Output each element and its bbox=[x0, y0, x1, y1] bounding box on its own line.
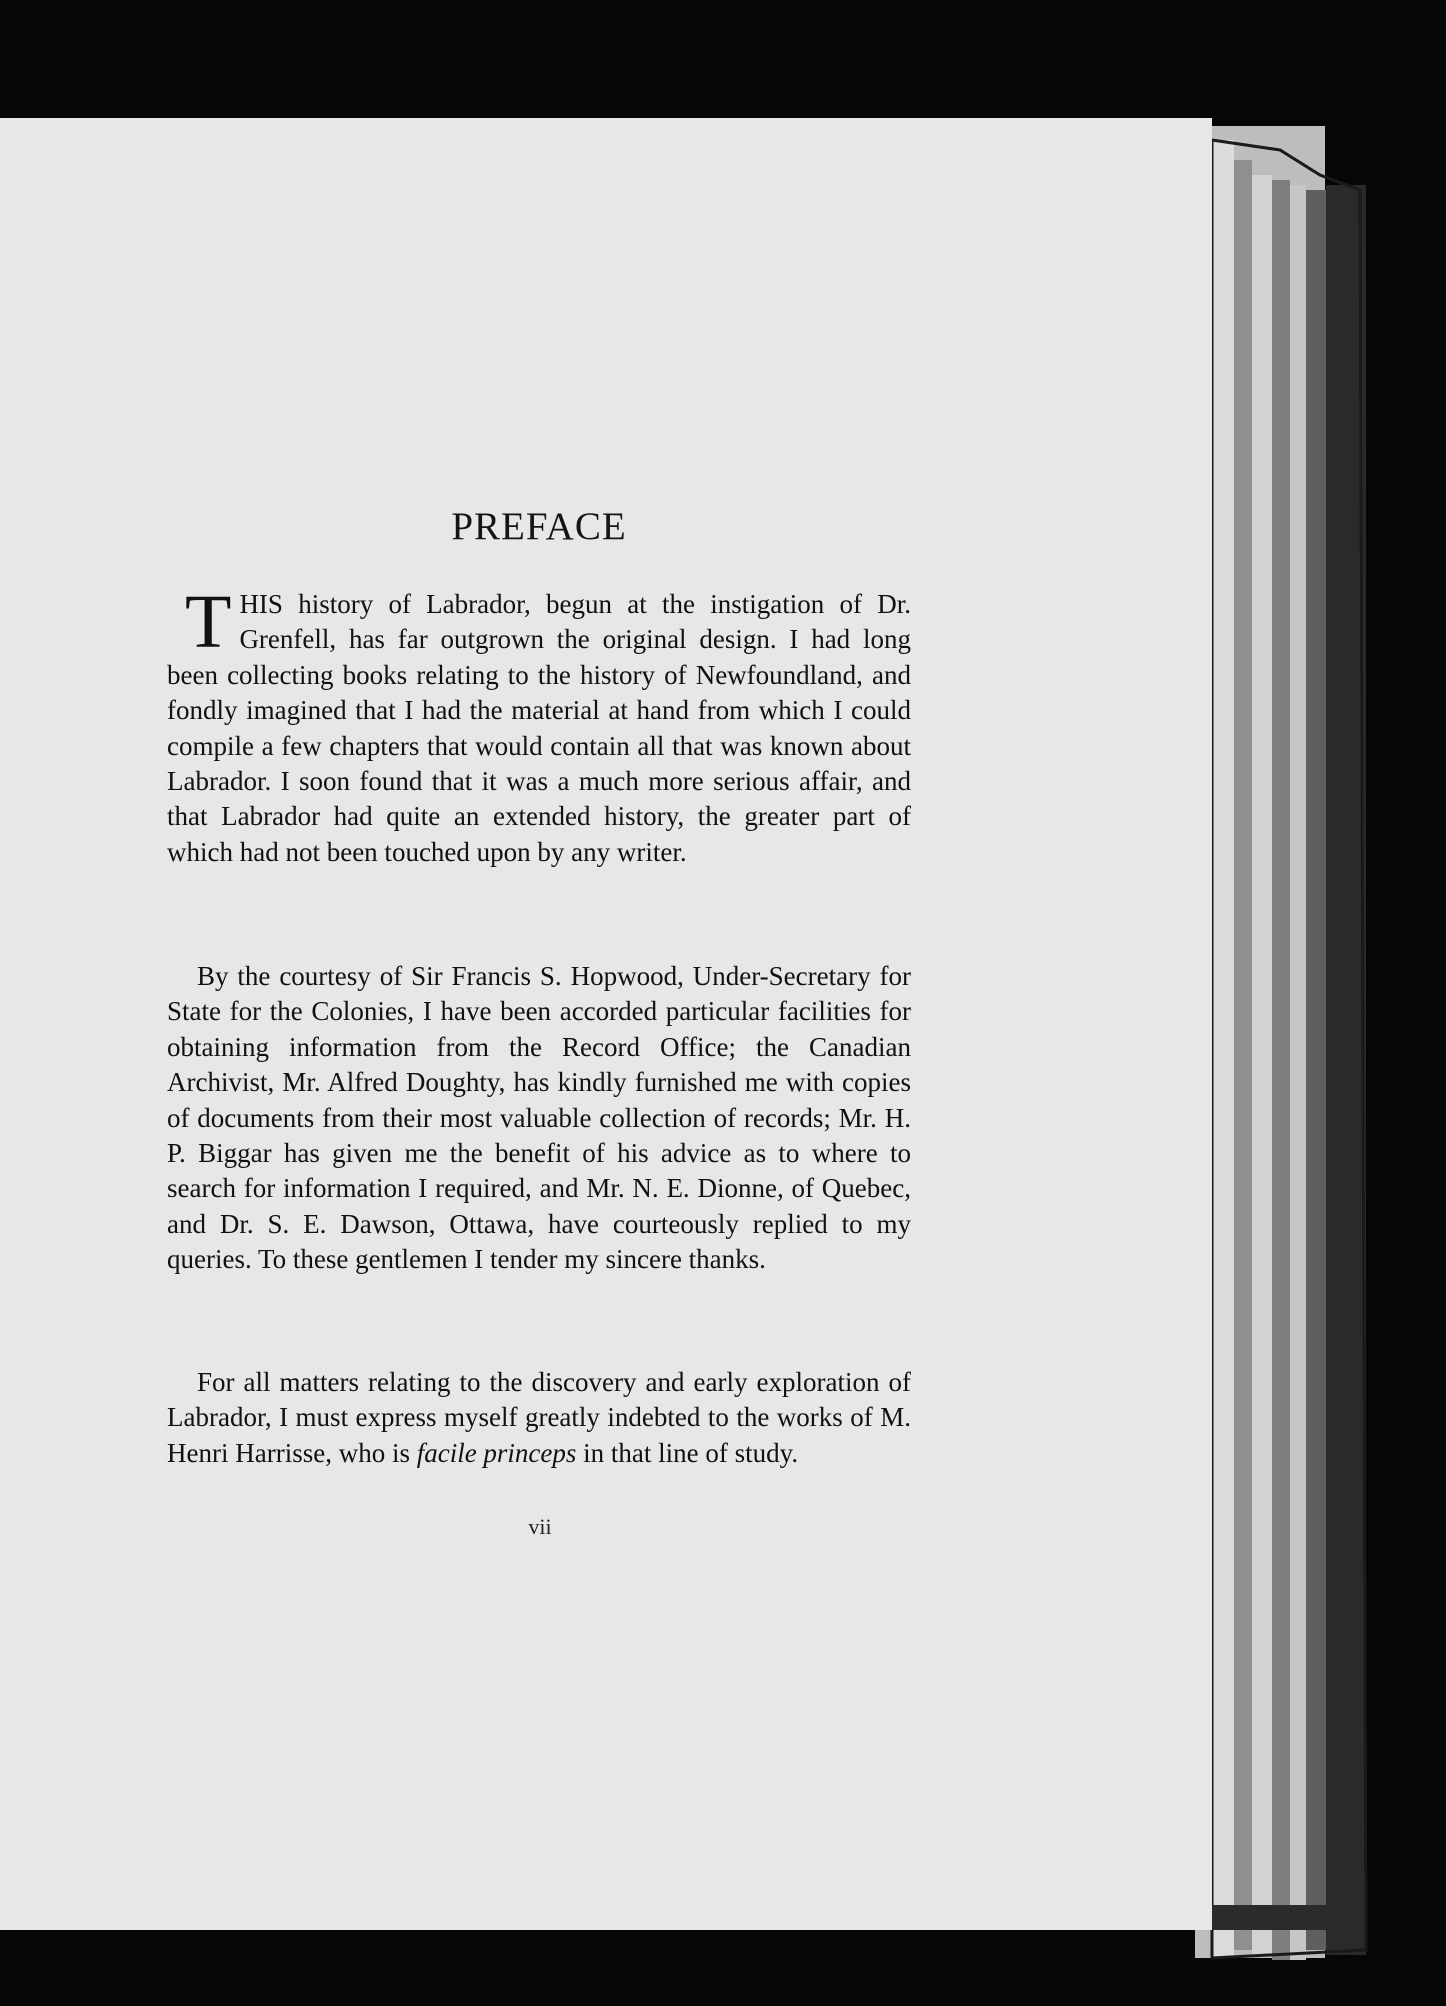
book-fore-edge bbox=[1195, 126, 1366, 1960]
paragraph-3-text-start: For all matters relating to the discovery and early exploration of Labrador, I must express myself greatly indebted to the works of M. Henri Harrisse, who is bbox=[167, 1367, 911, 1468]
paragraph-1-text: HIS history of Labrador, begun at the instigation of Dr. Grenfell, has far outgrown the original design. I had long been collecting books relating to the history of Newfoundland, and fondly imagined that I had the material at hand from which I could compile a few chapters that would contain all that was known about Labrador. I soon found that it was a much more serious affair, and that Labrador had quite an extended history, the greater part of which had not been touched upon by any writer. bbox=[167, 589, 911, 867]
drop-cap: T bbox=[185, 580, 232, 664]
page-number: vii bbox=[528, 1514, 552, 1539]
paragraph-3 bbox=[167, 1365, 911, 1471]
paragraph-3-text-end: in that line of study. bbox=[576, 1437, 799, 1468]
paragraph-2: By the courtesy of Sir Francis S. Hopwood, Under-Secretary for State for the Colonies, I have been accorded particular facilities for obtaining information from the Record Office; the Canadian Archivist, Mr. Alfred Doughty, has kindly furnished me with copies of documents from their most valuable collection of records; Mr. H. P. Biggar has given me the benefit of his advice as to where to search for information I required, and Mr. N. E. Dionne, of Quebec, and Dr. S. E. Dawson, Ottawa, have courteously replied to my queries. To these gentlemen I tender my sincere thanks. bbox=[167, 961, 911, 1275]
page-heading: PREFACE bbox=[451, 505, 627, 548]
paragraph-3-italic: facile princeps bbox=[416, 1437, 577, 1468]
paragraph-1 bbox=[167, 580, 911, 870]
